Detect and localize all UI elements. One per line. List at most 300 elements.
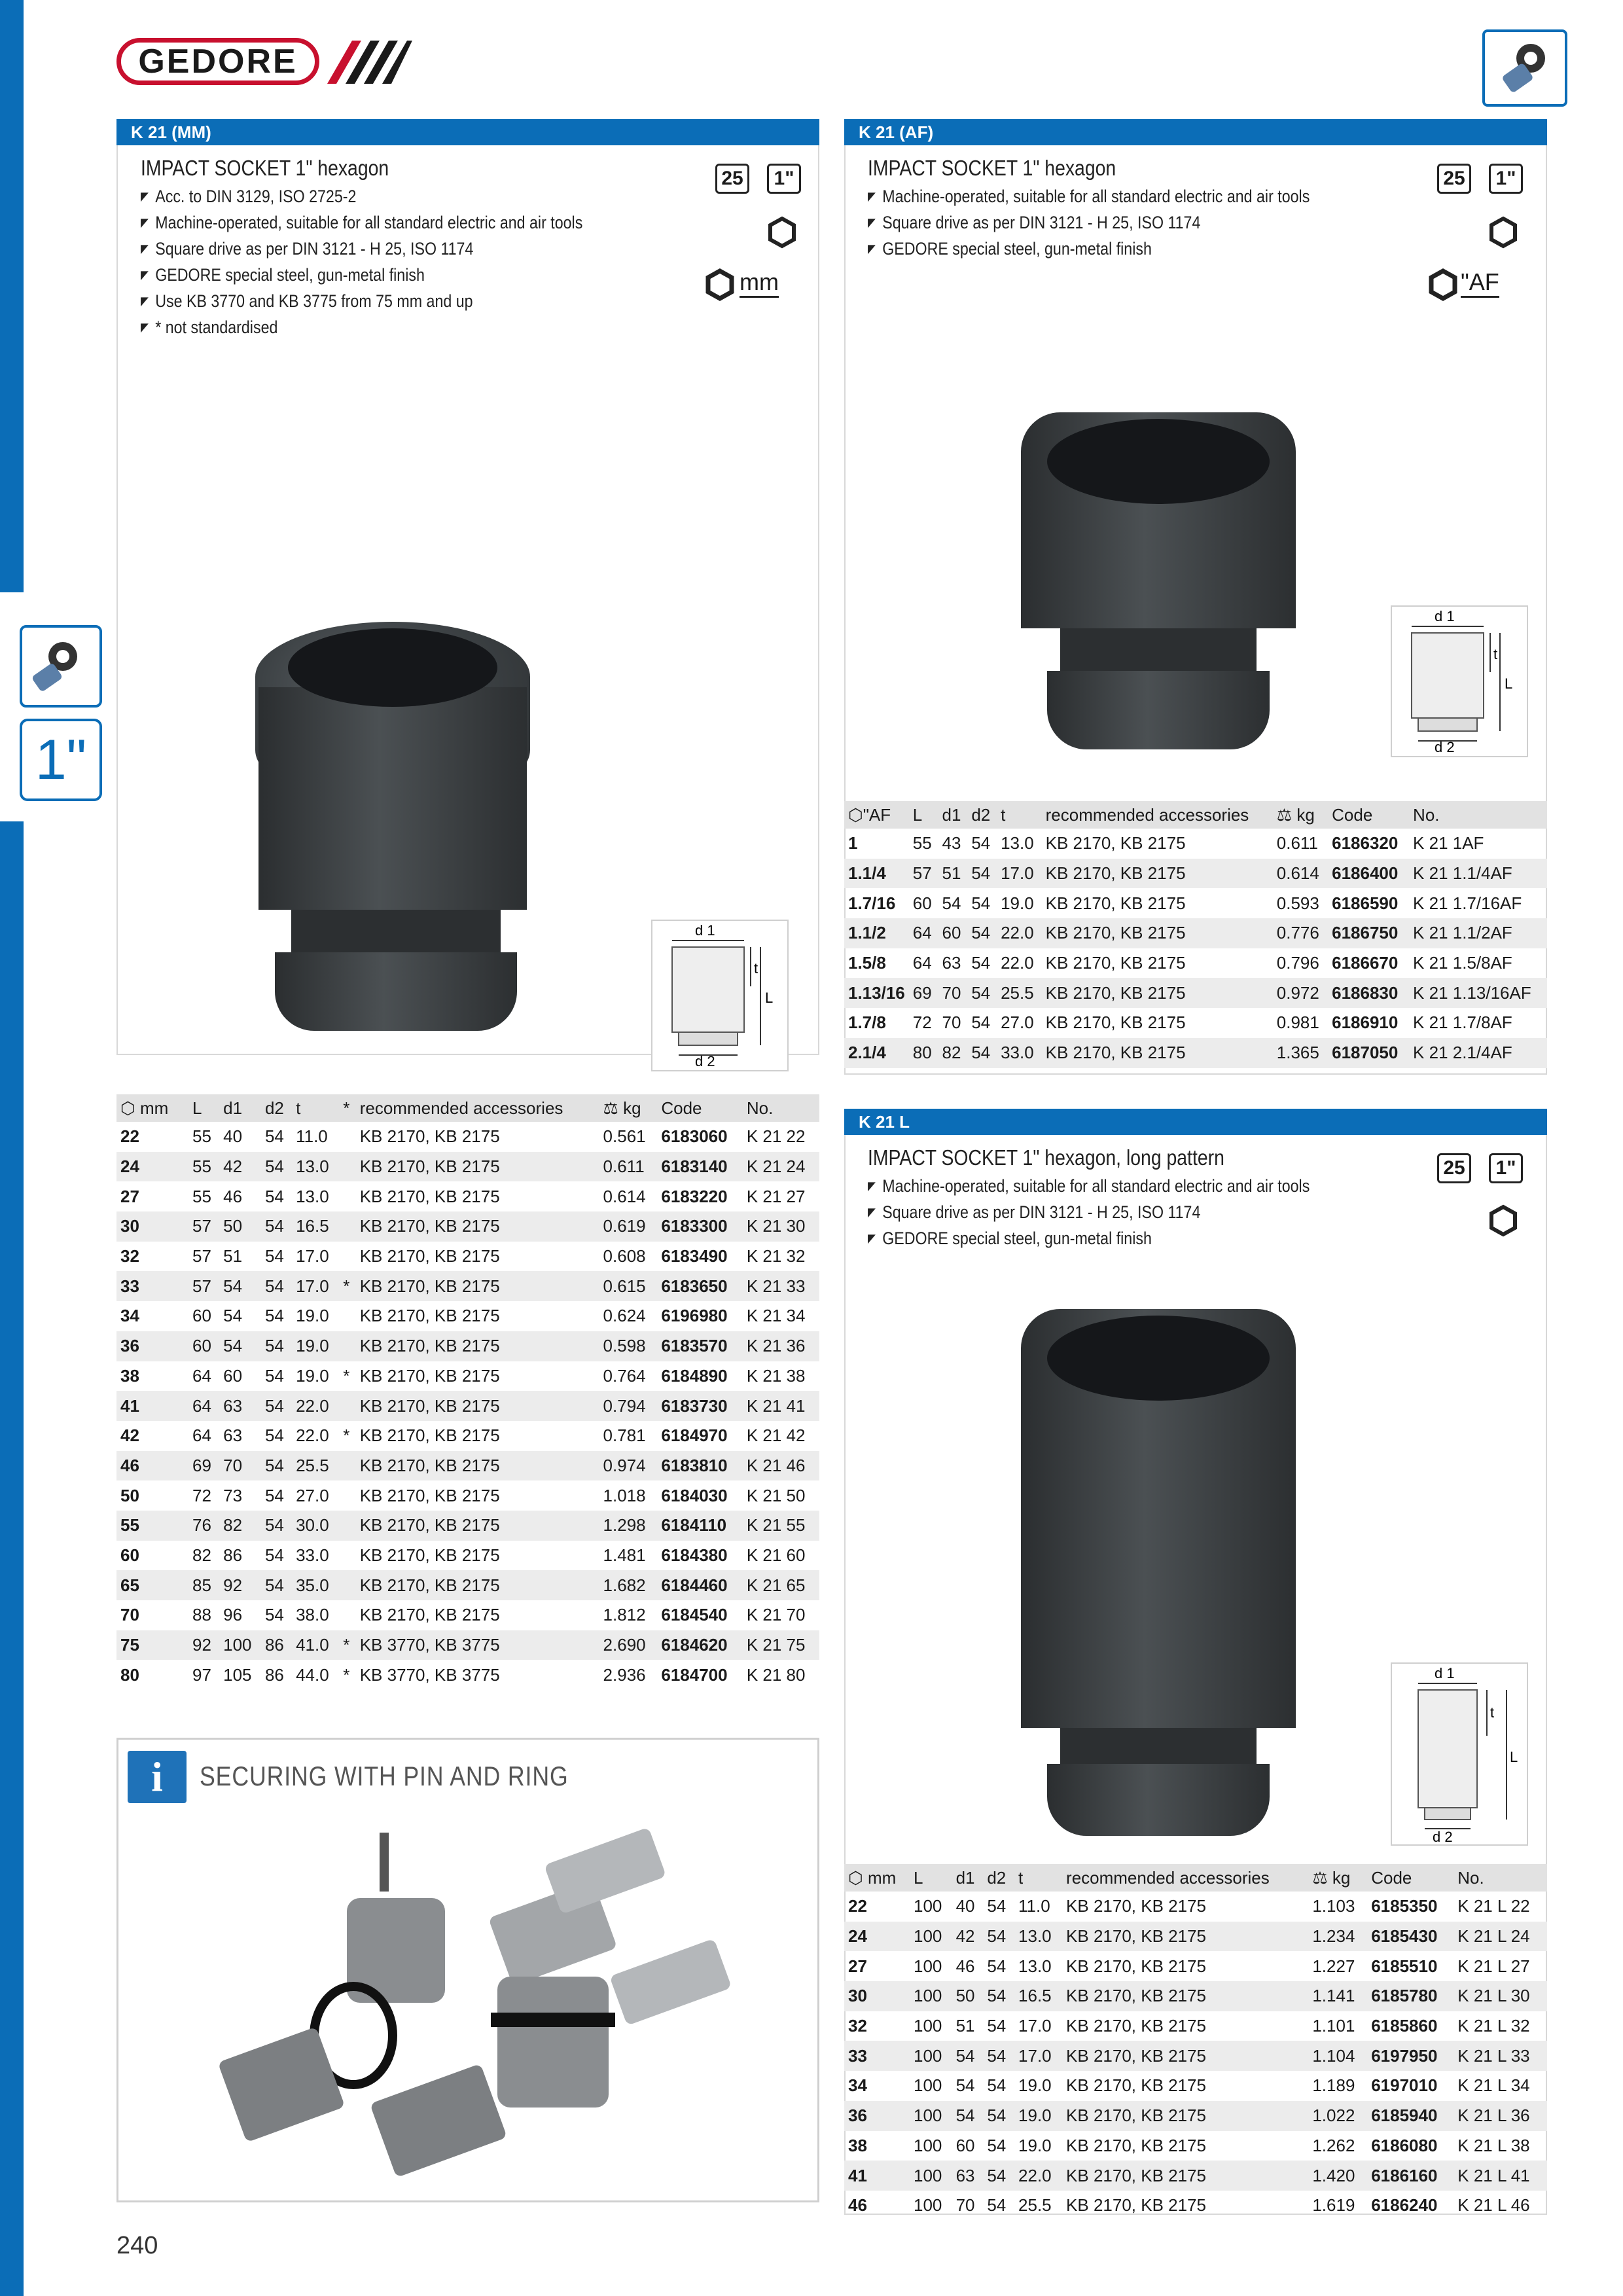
section-header-k21l: K 21 L bbox=[844, 1109, 1547, 1135]
table-cell: KB 2170, KB 2175 bbox=[1062, 2041, 1308, 2071]
table-cell: 0.608 bbox=[603, 1246, 646, 1266]
spec-table-k21l bbox=[844, 1864, 1547, 2221]
label-d1: d 1 bbox=[695, 922, 715, 939]
table-cell: K 21 27 bbox=[746, 1186, 806, 1206]
feature-item: ◤ Acc. to DIN 3129, ISO 2725-2 bbox=[141, 183, 582, 209]
table-cell: 46 bbox=[116, 1451, 188, 1481]
table-cell: 6186160 bbox=[1367, 2161, 1454, 2191]
table-cell: 17.0 bbox=[997, 859, 1042, 889]
table-cell: 22.0 bbox=[1001, 953, 1034, 973]
section-header-k21mm: K 21 (MM) bbox=[116, 119, 819, 145]
table-cell: 60 bbox=[120, 1545, 139, 1565]
side-color-bar bbox=[0, 0, 24, 592]
table-cell: 25.5 bbox=[997, 978, 1042, 1008]
table-row bbox=[844, 1008, 1547, 1038]
table-cell bbox=[339, 1570, 355, 1600]
table-cell: 51 bbox=[938, 859, 968, 889]
col-L: L bbox=[910, 1864, 952, 1892]
table-cell: 54 bbox=[261, 1331, 292, 1361]
col-accessories: recommended accessories bbox=[356, 1094, 599, 1122]
table-cell: 60 bbox=[912, 893, 932, 913]
table-cell: KB 2170, KB 2175 bbox=[1062, 2161, 1308, 2191]
table-cell: K 21 L 32 bbox=[1457, 2016, 1530, 2036]
table-row bbox=[844, 2011, 1547, 2041]
col-t: t bbox=[292, 1094, 339, 1122]
table-cell: KB 2170, KB 2175 bbox=[359, 1605, 500, 1625]
table-cell: 0.615 bbox=[599, 1271, 658, 1301]
socket-body bbox=[259, 687, 527, 910]
table-cell: 11.0 bbox=[1018, 1896, 1050, 1916]
table-cell: 54 bbox=[971, 833, 991, 853]
table-cell: 27 bbox=[120, 1186, 139, 1206]
table-cell: K 21 L 22 bbox=[1457, 1896, 1530, 1916]
table-cell: 97 bbox=[192, 1664, 211, 1685]
table-cell: 6184030 bbox=[661, 1485, 728, 1505]
table-cell: 70 bbox=[942, 1013, 961, 1033]
table-cell: 44.0 bbox=[296, 1664, 329, 1685]
info-title: SECURING WITH PIN AND RING bbox=[200, 1761, 569, 1791]
col-d2: d2 bbox=[967, 801, 997, 829]
table-cell: 17.0 bbox=[1014, 2041, 1062, 2071]
table-cell: 60 bbox=[955, 2135, 975, 2155]
table-cell: 57 bbox=[192, 1246, 211, 1266]
feature-item: ◤ GEDORE special steel, gun-metal finish bbox=[868, 1225, 1310, 1251]
table-row bbox=[116, 1570, 819, 1600]
label-L: L bbox=[765, 990, 774, 1006]
table-row bbox=[844, 2071, 1547, 2101]
col-code: Code bbox=[657, 1094, 742, 1122]
table-cell: 46 bbox=[223, 1186, 243, 1206]
table-cell: 82 bbox=[192, 1545, 211, 1565]
table-cell: 2.936 bbox=[603, 1664, 646, 1685]
table-row bbox=[116, 1301, 819, 1331]
col-weight: ⚖ kg bbox=[599, 1094, 658, 1122]
table-cell: 54 bbox=[942, 893, 961, 913]
table-cell: 50 bbox=[952, 1981, 984, 2011]
table-cell: 6184970 bbox=[661, 1426, 728, 1446]
table-cell: K 21 L 30 bbox=[1454, 1981, 1547, 2011]
table-cell: 55 bbox=[116, 1511, 188, 1541]
table-cell: KB 2170, KB 2175 bbox=[1042, 1038, 1273, 1068]
table-cell: 54 bbox=[264, 1246, 284, 1266]
label-t: t bbox=[754, 960, 758, 977]
feature-item: ◤ * not standardised bbox=[141, 314, 582, 340]
table-cell: 54 bbox=[261, 1152, 292, 1182]
table-row bbox=[116, 1391, 819, 1421]
table-cell bbox=[339, 1391, 355, 1421]
table-cell: 13.0 bbox=[292, 1152, 339, 1182]
hexagon-icon bbox=[1487, 1204, 1520, 1237]
table-cell: K 21 1AF bbox=[1413, 833, 1484, 853]
table-cell: 54 bbox=[987, 2135, 1007, 2155]
col-d2: d2 bbox=[261, 1094, 292, 1122]
table-cell: 6183490 bbox=[661, 1246, 728, 1266]
table-cell: 0.614 bbox=[1273, 859, 1328, 889]
table-cell: 55 bbox=[912, 833, 932, 853]
table-cell: 38.0 bbox=[296, 1605, 329, 1625]
table-cell: 54 bbox=[987, 1956, 1007, 1976]
label-L: L bbox=[1505, 675, 1513, 692]
table-cell: K 21 33 bbox=[743, 1271, 819, 1301]
table-cell: 17.0 bbox=[296, 1246, 329, 1266]
table-row bbox=[116, 1421, 819, 1451]
table-cell: 86 bbox=[261, 1630, 292, 1660]
table-cell: 0.981 bbox=[1276, 1013, 1319, 1033]
impact-wrench-icon bbox=[1482, 29, 1567, 107]
table-cell: 1.104 bbox=[1308, 2041, 1367, 2071]
label-d2: d 2 bbox=[1433, 1829, 1453, 1844]
label-d1: d 1 bbox=[1435, 1665, 1455, 1681]
table-cell bbox=[339, 1242, 355, 1272]
table-cell: K 21 80 bbox=[746, 1664, 806, 1685]
table-cell: 27 bbox=[848, 1956, 867, 1976]
hexagon-icon: ⬡ bbox=[120, 1098, 135, 1118]
unit-label: "AF bbox=[1461, 268, 1499, 298]
product-title: IMPACT SOCKET 1" hexagon bbox=[141, 156, 389, 180]
table-cell: 22.0 bbox=[1014, 2161, 1062, 2191]
col-size: ⬡ mm bbox=[116, 1094, 188, 1122]
table-cell: 6185430 bbox=[1367, 1922, 1454, 1952]
hexagon-icon bbox=[1487, 216, 1520, 249]
table-cell: KB 2170, KB 2175 bbox=[1066, 2135, 1206, 2155]
table-cell: 80 bbox=[909, 1038, 938, 1068]
table-cell: 54 bbox=[219, 1271, 261, 1301]
table-cell: 1.141 bbox=[1308, 1981, 1367, 2011]
table-cell bbox=[339, 1331, 355, 1361]
table-row bbox=[116, 1152, 819, 1182]
table-cell: 1.619 bbox=[1312, 2195, 1355, 2215]
scale-icon: ⚖ bbox=[603, 1098, 618, 1118]
table-cell: 1.1/4 bbox=[844, 859, 909, 889]
table-cell: 1.1/2 bbox=[844, 918, 909, 948]
table-cell: 1.018 bbox=[603, 1485, 646, 1505]
feature-list bbox=[868, 183, 1382, 262]
table-row bbox=[844, 2161, 1547, 2191]
table-cell: 54 bbox=[987, 1896, 1007, 1916]
table-cell: 30 bbox=[116, 1211, 188, 1242]
table-cell: 105 bbox=[223, 1664, 252, 1685]
table-cell: 1.420 bbox=[1308, 2161, 1367, 2191]
table-cell: 54 bbox=[264, 1485, 284, 1505]
feature-item: ◤ Square drive as per DIN 3121 - H 25, ISO 1174 bbox=[868, 209, 1310, 236]
table-cell: 6186320 bbox=[1332, 833, 1399, 853]
socket-base bbox=[275, 952, 517, 1031]
table-row bbox=[844, 2101, 1547, 2131]
table-cell: 40 bbox=[955, 1896, 975, 1916]
socket-drive-neck bbox=[291, 910, 501, 956]
table-cell: 73 bbox=[223, 1485, 243, 1505]
table-cell: KB 2170, KB 2175 bbox=[1066, 2016, 1206, 2036]
table-cell: 63 bbox=[952, 2161, 984, 2191]
table-cell: 54 bbox=[987, 2016, 1007, 2036]
col-t: t bbox=[1014, 1864, 1062, 1892]
table-cell: * bbox=[343, 1426, 350, 1446]
table-cell: 30 bbox=[844, 1981, 910, 2011]
table-cell: K 21 34 bbox=[746, 1306, 806, 1326]
table-cell: KB 2170, KB 2175 bbox=[359, 1246, 500, 1266]
socket-drive-neck bbox=[1060, 1728, 1257, 1767]
table-cell: K 21 L 27 bbox=[1457, 1956, 1530, 1976]
table-cell: 6183810 bbox=[657, 1451, 742, 1481]
drive-size-badge: 25 bbox=[715, 164, 749, 194]
table-cell: 54 bbox=[952, 2041, 984, 2071]
table-cell: 6184460 bbox=[657, 1570, 742, 1600]
hexagon-icon: ⬡ bbox=[848, 1867, 863, 1888]
table-cell: KB 2170, KB 2175 bbox=[359, 1126, 500, 1147]
col-d1: d1 bbox=[952, 1864, 984, 1892]
table-cell: 19.0 bbox=[292, 1331, 339, 1361]
table-cell: 6183650 bbox=[657, 1271, 742, 1301]
table-cell: 6186670 bbox=[1332, 953, 1399, 973]
table-cell: KB 2170, KB 2175 bbox=[1062, 1981, 1308, 2011]
col-code: Code bbox=[1367, 1864, 1454, 1892]
feature-item: ◤ Square drive as per DIN 3121 - H 25, ISO 1174 bbox=[868, 1199, 1310, 1225]
table-cell: 11.0 bbox=[296, 1126, 328, 1147]
table-cell: 57 bbox=[909, 859, 938, 889]
table-row bbox=[844, 1951, 1547, 1981]
table-cell: 100 bbox=[914, 2075, 942, 2096]
table-cell: 54 bbox=[983, 2161, 1014, 2191]
table-cell: 54 bbox=[261, 1271, 292, 1301]
table-row bbox=[116, 1630, 819, 1660]
col-size: ⬡"AF bbox=[844, 801, 909, 829]
table-cell: 76 bbox=[188, 1511, 219, 1541]
table-cell: KB 2170, KB 2175 bbox=[359, 1545, 500, 1565]
table-cell: 6184620 bbox=[657, 1630, 742, 1660]
table-cell: 100 bbox=[910, 2161, 952, 2191]
feature-item: ◤ Square drive as per DIN 3121 - H 25, ISO 1174 bbox=[141, 236, 582, 262]
table-cell: 6186240 bbox=[1371, 2195, 1438, 2215]
socket-hex-opening bbox=[1047, 419, 1270, 504]
logo-stripes-icon bbox=[327, 41, 412, 84]
table-cell: KB 3770, KB 3775 bbox=[359, 1664, 500, 1685]
col-d1: d1 bbox=[938, 801, 968, 829]
table-cell: K 21 38 bbox=[746, 1365, 806, 1386]
table-cell: 6185780 bbox=[1367, 1981, 1454, 2011]
col-weight: ⚖ kg bbox=[1273, 801, 1328, 829]
table-cell: 24 bbox=[116, 1152, 188, 1182]
table-cell: 54 bbox=[264, 1126, 284, 1147]
col-accessories: recommended accessories bbox=[1042, 801, 1273, 829]
table-cell: 16.5 bbox=[292, 1211, 339, 1242]
table-cell: 6184890 bbox=[661, 1365, 728, 1386]
pin-and-ring-illustration bbox=[131, 1826, 805, 2193]
table-cell: 1.298 bbox=[599, 1511, 658, 1541]
table-row bbox=[844, 1892, 1547, 1922]
table-cell bbox=[339, 1511, 355, 1541]
inch-badge: 1" bbox=[767, 164, 801, 194]
table-row bbox=[116, 1480, 819, 1511]
table-cell: KB 2170, KB 2175 bbox=[356, 1271, 599, 1301]
table-cell: 6186910 bbox=[1332, 1013, 1399, 1033]
socket-base bbox=[1047, 1764, 1270, 1836]
table-cell: 1.481 bbox=[603, 1545, 646, 1565]
table-cell: 6183220 bbox=[661, 1186, 728, 1206]
table-cell: * bbox=[343, 1664, 350, 1685]
table-cell: 1 bbox=[848, 833, 858, 853]
table-cell: 69 bbox=[909, 978, 938, 1008]
feature-list bbox=[141, 183, 654, 340]
table-row bbox=[844, 1981, 1547, 2011]
table-cell: 1.7/16 bbox=[848, 893, 896, 913]
table-cell: 42 bbox=[219, 1152, 261, 1182]
product-title: IMPACT SOCKET 1" hexagon bbox=[868, 156, 1116, 180]
table-cell: 50 bbox=[219, 1211, 261, 1242]
table-cell: 38 bbox=[120, 1365, 139, 1386]
table-cell: 6185350 bbox=[1371, 1896, 1438, 1916]
table-cell: KB 2170, KB 2175 bbox=[1045, 953, 1186, 973]
table-cell: K 21 65 bbox=[743, 1570, 819, 1600]
table-cell: 0.611 bbox=[599, 1152, 658, 1182]
table-cell: 75 bbox=[116, 1630, 188, 1660]
table-cell: 54 bbox=[983, 1922, 1014, 1952]
col-L: L bbox=[188, 1094, 219, 1122]
table-cell: 0.776 bbox=[1273, 918, 1328, 948]
feature-item: ◤ GEDORE special steel, gun-metal finish bbox=[868, 236, 1310, 262]
table-cell: 22 bbox=[848, 1896, 867, 1916]
table-cell: KB 2170, KB 2175 bbox=[356, 1211, 599, 1242]
table-cell: 6186750 bbox=[1328, 918, 1409, 948]
table-row bbox=[844, 2191, 1547, 2221]
size-tab: 1" bbox=[20, 719, 102, 801]
feature-item: ◤ Machine-operated, suitable for all standard electric and air tools bbox=[868, 183, 1310, 209]
table-cell: K 21 2.1/4AF bbox=[1409, 1038, 1547, 1068]
table-cell: 54 bbox=[261, 1511, 292, 1541]
impact-wrench-side-icon bbox=[20, 625, 102, 708]
table-cell: KB 2170, KB 2175 bbox=[1066, 1896, 1206, 1916]
table-cell: 55 bbox=[192, 1186, 211, 1206]
table-cell: 0.796 bbox=[1276, 953, 1319, 973]
table-cell: 6186400 bbox=[1328, 859, 1409, 889]
table-row bbox=[116, 1331, 819, 1361]
table-cell: 42 bbox=[952, 1922, 984, 1952]
table-cell: 6185940 bbox=[1367, 2101, 1454, 2131]
table-cell: 1.227 bbox=[1312, 1956, 1355, 1976]
table-cell: K 21 50 bbox=[746, 1485, 806, 1505]
table-cell bbox=[339, 1600, 355, 1630]
table-cell: 86 bbox=[223, 1545, 243, 1565]
table-row bbox=[844, 829, 1547, 859]
table-cell: 54 bbox=[264, 1426, 284, 1446]
col-code: Code bbox=[1328, 801, 1409, 829]
gedore-logo: GEDORE bbox=[116, 38, 319, 85]
table-cell: * bbox=[343, 1365, 350, 1386]
table-cell: K 21 1.7/8AF bbox=[1413, 1013, 1512, 1033]
table-cell: K 21 60 bbox=[746, 1545, 806, 1565]
table-cell: 65 bbox=[116, 1570, 188, 1600]
table-cell: 2.1/4 bbox=[844, 1038, 909, 1068]
table-row bbox=[844, 978, 1547, 1008]
table-row bbox=[116, 1451, 819, 1481]
table-row bbox=[116, 1122, 819, 1152]
table-cell: K 21 55 bbox=[743, 1511, 819, 1541]
table-row bbox=[116, 1361, 819, 1391]
table-cell: 32 bbox=[120, 1246, 139, 1266]
table-cell: 54 bbox=[261, 1211, 292, 1242]
table-cell: K 21 41 bbox=[743, 1391, 819, 1421]
table-cell: 33 bbox=[844, 2041, 910, 2071]
table-cell: 70 bbox=[219, 1451, 261, 1481]
table-cell: K 21 L 36 bbox=[1454, 2101, 1547, 2131]
table-cell: 1.234 bbox=[1308, 1922, 1367, 1952]
label-d2: d 2 bbox=[695, 1053, 715, 1069]
table-cell: 42 bbox=[120, 1426, 139, 1446]
table-cell: K 21 1.13/16AF bbox=[1409, 978, 1547, 1008]
table-cell: 54 bbox=[261, 1570, 292, 1600]
table-cell: * bbox=[339, 1630, 355, 1660]
table-cell: 63 bbox=[223, 1426, 243, 1446]
scale-icon: ⚖ bbox=[1276, 804, 1293, 825]
page-number: 240 bbox=[116, 2232, 158, 2259]
table-cell: 6183570 bbox=[657, 1331, 742, 1361]
table-cell: 40 bbox=[223, 1126, 243, 1147]
table-cell: KB 2170, KB 2175 bbox=[356, 1152, 599, 1182]
table-cell: 55 bbox=[188, 1152, 219, 1182]
table-cell: 72 bbox=[912, 1013, 932, 1033]
table-cell: 33.0 bbox=[997, 1038, 1042, 1068]
table-cell: KB 2170, KB 2175 bbox=[359, 1426, 500, 1446]
feature-item: ◤ Machine-operated, suitable for all standard electric and air tools bbox=[141, 209, 582, 236]
table-cell: 30.0 bbox=[292, 1511, 339, 1541]
table-cell: 54 bbox=[983, 2101, 1014, 2131]
table-cell: 100 bbox=[910, 2101, 952, 2131]
table-cell: 0.764 bbox=[603, 1365, 646, 1386]
table-cell: 70 bbox=[955, 2195, 975, 2215]
table-cell: 46 bbox=[955, 1956, 975, 1976]
table-cell: 6186830 bbox=[1328, 978, 1409, 1008]
table-cell: 92 bbox=[188, 1630, 219, 1660]
spec-table-k21af bbox=[844, 801, 1547, 1068]
table-cell bbox=[339, 1301, 355, 1331]
table-cell: 6196980 bbox=[661, 1306, 728, 1326]
table-cell: KB 2170, KB 2175 bbox=[356, 1451, 599, 1481]
table-cell: 6184700 bbox=[661, 1664, 728, 1685]
feature-item: ◤ Machine-operated, suitable for all standard electric and air tools bbox=[868, 1173, 1310, 1199]
table-cell: 36 bbox=[116, 1331, 188, 1361]
inch-badge: 1" bbox=[1489, 164, 1523, 194]
info-icon: i bbox=[128, 1751, 187, 1803]
table-cell: 100 bbox=[914, 2016, 942, 2036]
table-cell: 0.972 bbox=[1273, 978, 1328, 1008]
table-cell: 0.974 bbox=[599, 1451, 658, 1481]
table-cell: 100 bbox=[219, 1630, 261, 1660]
drive-size-badge: 25 bbox=[1437, 164, 1471, 194]
table-row bbox=[844, 859, 1547, 889]
table-cell: 33.0 bbox=[296, 1545, 329, 1565]
inch-badge: 1" bbox=[1489, 1153, 1523, 1183]
table-cell: 1.022 bbox=[1308, 2101, 1367, 2131]
table-cell: K 21 L 46 bbox=[1457, 2195, 1530, 2215]
table-cell: 0.781 bbox=[603, 1426, 646, 1446]
table-row bbox=[844, 1038, 1547, 1068]
table-cell: 41.0 bbox=[292, 1630, 339, 1660]
table-cell: 54 bbox=[219, 1331, 261, 1361]
table-cell: 6185510 bbox=[1371, 1956, 1438, 1976]
table-cell: 38 bbox=[848, 2135, 867, 2155]
table-cell: 22.0 bbox=[997, 918, 1042, 948]
table-cell: 60 bbox=[938, 918, 968, 948]
table-cell bbox=[339, 1541, 355, 1571]
table-cell: KB 2170, KB 2175 bbox=[356, 1331, 599, 1361]
table-cell: 2.690 bbox=[599, 1630, 658, 1660]
table-cell: 6186590 bbox=[1332, 893, 1399, 913]
table-cell: 100 bbox=[914, 1956, 942, 1976]
table-cell: 57 bbox=[188, 1271, 219, 1301]
table-cell: 60 bbox=[223, 1365, 243, 1386]
table-cell: KB 2170, KB 2175 bbox=[1066, 1956, 1206, 1976]
table-cell: 19.0 bbox=[1001, 893, 1034, 913]
table-cell: 22 bbox=[120, 1126, 139, 1147]
